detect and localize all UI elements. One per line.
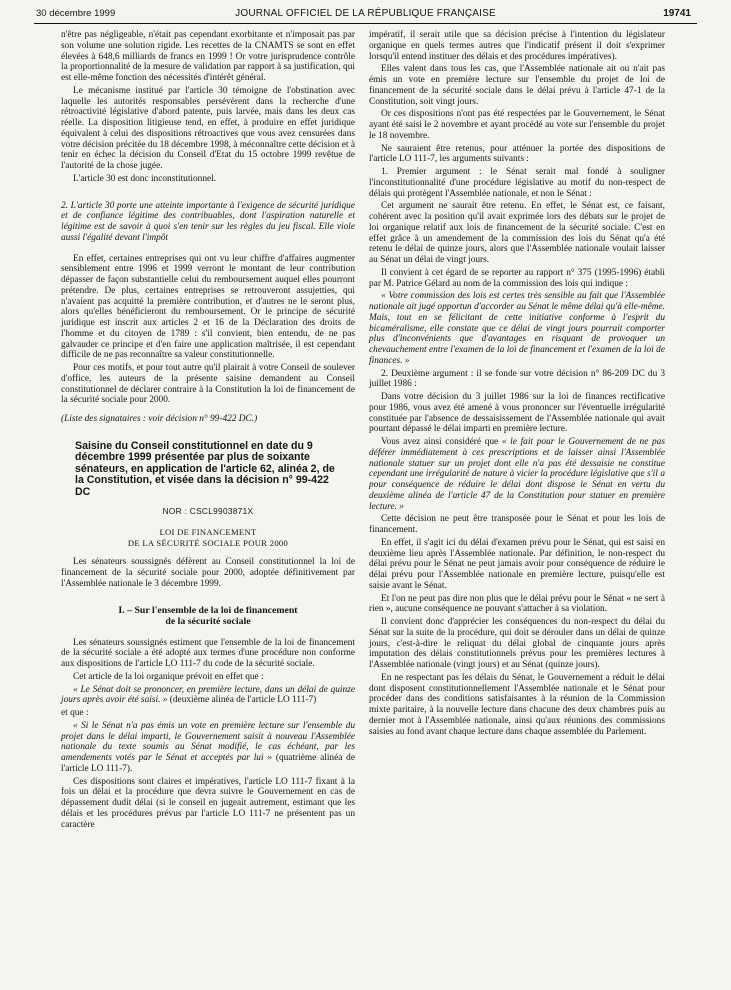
paragraph: Il convient donc d'apprécier les conséquences du non-respect du délai du Sénat sur la suite de la procédure, qui doit se dérouler dans un délai de quinze jours, c'est-à-dire le reliquat du délai global de cinquante jours après imputation des délais constitutionnels prévus pour les premières lectures à l'Assemblée nationale (vingt jours) et au Sénat (quinze jours). xyxy=(369,617,665,670)
paragraph: Les sénateurs soussignés défèrent au Conseil constitutionnel la loi de financement de la sécurité sociale pour 2000, adoptée définitivement par l'Assemblée nationale le 3 décembre 1999. xyxy=(61,557,355,589)
quotation: « Si le Sénat n'a pas émis un vote en première lecture sur l'ensemble du projet dans le délai imparti, le Gouvernement saisit à nouveau l'Assemblée nationale du texte soumis au Sénat modifié, le cas échéant, par les amendements votés par le Sénat et acceptés par lui » xyxy=(61,720,355,764)
quoted-paragraph xyxy=(61,685,355,707)
paragraph-lead: Vous avez ainsi considéré que xyxy=(381,437,499,447)
section-heading-line: de la sécurité sociale xyxy=(165,616,251,628)
paragraph: Dans votre décision du 3 juillet 1986 sur la loi de finances rectificative pour 1986, vous avez été amené à vous prononcer sur l'éventuelle irrégularité constituée par l'absence de dessaisissement de l'Assemblée nationale qui avait pourtant dépassé le délai imparti en première lecture. xyxy=(369,392,665,435)
paragraph: En effet, certaines entreprises qui ont vu leur chiffre d'affaires augmenter sensiblement entre 1996 et 1999 verront le montant de leur contribution dépasser de façon substantielle celui du remboursement auquel elles pourront prétendre. De plus, certaines entreprises se retrouveront assujetties, qui n'avaient pas acquitté la première contribution, et d'autres ne le seront plus, alors qu'elles bénéficieront du remboursement. Or le principe de sécurité juridique est inscrit aux articles 2 et 16 de la Déclaration des droits de l'homme et du citoyen de 1789 : s'il convient, bien entendu, de ne pas galvauder ce principe et d'en faire une application maîtrisée, il est cependant difficile de ne pas reconnaître sa valeur constitutionnelle. xyxy=(61,253,355,361)
paragraph: Ne sauraient être retenus, pour atténuer la portée des dispositions de l'article LO 111-7, les arguments suivants : xyxy=(369,143,665,165)
nor-reference: NOR : CSCL9903871X xyxy=(162,506,254,517)
law-title-line: LOI DE FINANCEMENT xyxy=(159,527,257,537)
paragraph: Pour ces motifs, et pour tout autre qu'il plairait à votre Conseil de soulever d'office, les auteurs de la présente saisine demandent au Conseil constitutionnel de déclarer contraire à la Constitution la loi de financement de la sécurité sociale pour 2000. xyxy=(61,363,355,406)
paragraph: Cet article de la loi organique prévoit en effet que : xyxy=(73,671,264,682)
quoted-paragraph xyxy=(369,437,665,512)
saisine-title: Saisine du Conseil constitutionnel en date du 9 décembre 1999 présentée par plus de soixante sénateurs, en application de l'article 62, alinéa 2, de la Constitution, et visée dans la décision n° 99-422 DC xyxy=(75,439,335,498)
signatories-note: (Liste des signataires : voir décision n° 99-422 DC.) xyxy=(61,414,258,424)
quotation-reference: (deuxième alinéa de l'article LO 111-7) xyxy=(169,695,317,706)
argument-heading: 2. L'article 30 porte une atteinte importante à l'exigence de sécurité juridique et de confiance légitime des contribuables, dont l'aspiration naturelle et légitime est de savoir à quoi s'en tenir sur les règles du jeu fiscal. Elle viole aussi l'égalité devant l'impôt xyxy=(61,200,355,243)
paragraph: n'être pas négligeable, n'était pas cependant exorbitante et n'imposait pas par son volume une solution rigide. Les recettes de la CNAMTS se sont en effet élevées à 648,6 milliards de francs en 1999 ! Or votre jurisprudence contrôle la proportionnalité de la mesure de validation par rapport à sa justification, qui est elle-même fonction des nécessités d'intérêt général. xyxy=(61,30,355,83)
law-title xyxy=(61,527,355,548)
journal-title: JOURNAL OFFICIEL DE LA RÉPUBLIQUE FRANÇAISE xyxy=(235,8,496,19)
paragraph: impératif, il serait utile que sa décision précise à l'intention du législateur organique en quels termes autres que l'indicatif présent il doit s'exprimer lorsqu'il entend instituer des délais et des procédures impératives). xyxy=(369,30,665,62)
section-heading xyxy=(61,605,355,627)
right-column xyxy=(369,30,665,739)
paragraph: En effet, il s'agit ici du délai d'examen prévu pour le Sénat, qui est saisi en deuxième lieu après l'Assemblée nationale. Par définition, le non-respect du délai prévu pour le Sénat ne peut jamais avoir pour conséquence de réduire le délai prévu pour l'Assemblée nationale en première lecture, puisqu'elle est saisie avant le Sénat. xyxy=(369,537,665,591)
law-title-line: DE LA SÉCURITÉ SOCIALE POUR 2000 xyxy=(127,537,289,548)
paragraph: L'article 30 est donc inconstitutionnel. xyxy=(73,173,217,184)
quoted-paragraph xyxy=(61,721,355,775)
paragraph: et que : xyxy=(61,708,89,719)
paragraph: Ces dispositions sont claires et impératives, l'article LO 111-7 fixant à la fois un délai et la procédure que devra suivre le Gouvernement en cas de dépassement dudit délai (si le conseil en jugeait autrement, estimant que les délais et les procédures prévus par l'article LO 111-7 ne présentent pas un caractère xyxy=(61,776,355,830)
quotation: « Votre commission des lois est certes très sensible au fait que l'Assemblée nationale ait jugé opportun d'accorder au Sénat le même délai qu'à elle-même. Mais, tout en se félicitant de cette initiative conforme à l'esprit du bicaméralisme, elle constate que ce délai de vingt jours pourrait comporter plus d'inconvénients que d'avantages en risquant de provoquer un chevauchement entre l'examen de la loi de financement et l'examen de la loi de finances. » xyxy=(369,291,665,366)
paragraph: En ne respectant pas les délais du Sénat, le Gouvernement a réduit le délai dont disposent constitutionnellement l'Assemblée nationale et le Sénat pour procéder dans des conditions satisfaisantes à la réunion de la Commission mixte paritaire, à la nouvelle lecture dans chacune des deux chambres puis au dernier mot à l'Assemblée nationale, ainsi qu'aux réunions des commissions saisies au fond avant chaque lecture dans chaque assemblée du Parlement. xyxy=(369,672,665,737)
header-rule xyxy=(34,23,697,24)
paragraph: Et l'on ne peut pas dire non plus que le délai prévu pour le Sénat « ne sert à rien », aucune conséquence ne pouvant s'attacher à sa violation. xyxy=(369,593,665,615)
left-column xyxy=(61,30,355,832)
paragraph: Elles valent dans tous les cas, que l'Assemblée nationale ait ou n'ait pas émis un vote en première lecture sur l'ensemble du projet de loi de financement de la sécurité sociale dans le délai prévu à l'article 47-1 de la Constitution, soit vingt jours. xyxy=(369,64,665,107)
paragraph: Les sénateurs soussignés estiment que l'ensemble de la loi de financement de la sécurité sociale a été adopté aux termes d'une procédure non conforme aux dispositions de l'article LO 111-7 du code de la sécurité sociale. xyxy=(61,637,355,670)
paragraph: Cette décision ne peut être transposée pour le Sénat et pour les lois de financement. xyxy=(369,514,665,535)
quotation-reference: (quatrième alinéa de l'article LO 111-7). xyxy=(61,753,355,774)
page-number: 19741 xyxy=(663,8,691,19)
paragraph: 1. Premier argument : le Sénat serait mal fondé à souligner l'inconstitutionnalité d'une procédure législative au motif du non-respect de délais qui protègent l'Assemblée nationale, et non le Sénat : xyxy=(369,167,665,199)
paragraph: 2. Deuxième argument : il se fonde sur votre décision n° 86-209 DC du 3 juillet 1986 : xyxy=(369,368,665,390)
header-date: 30 décembre 1999 xyxy=(36,8,116,19)
paragraph: Il convient à cet égard de se reporter au rapport n° 375 (1995-1996) établi par M. Patrice Gélard au nom de la commission des lois qui indique : xyxy=(369,267,665,289)
section-heading-line: I. – Sur l'ensemble de la loi de financement xyxy=(118,605,298,617)
paragraph: Or ces dispositions n'ont pas été respectées par le Gouvernement, le Sénat ayant été saisi le 2 novembre et ayant procédé au vote sur l'ensemble du projet le 18 novembre. xyxy=(369,109,665,141)
quotation: « Le Sénat doit se prononcer, en première lecture, dans un délai de quinze jours après avoir été saisi. » xyxy=(61,684,355,706)
paragraph: Cet argument ne saurait être retenu. En effet, le Sénat est, ce faisant, cohérent avec la position qu'il avait exprimée lors des débats sur le projet de loi organique relatif aux lois de financement de la sécurité sociale. C'est en effet grâce à un amendement de la commission des lois du Sénat qu'a été retenu le délai de quinze jours, alors que l'Assemblée nationale voulait laisser au Sénat un délai de vingt jours. xyxy=(369,201,665,265)
quotation: « le fait pour le Gouvernement de ne pas déférer immédiatement à ces prescriptions et de laisser ainsi l'Assemblée nationale statuer sur un projet dont elle n'a pas été dessaisie ne constitue cependant une irrégularité de nature à vicier la procédure législative que s'il a pour conséquence de réduire le délai dont dispose le Sénat en vertu du deuxième alinéa de l'article 47 de la Constitution pour statuer en première lecture. » xyxy=(369,437,665,512)
page-header xyxy=(0,0,731,24)
paragraph: Le mécanisme institué par l'article 30 témoigne de l'obstination avec laquelle les autorités responsables persévèrent dans la recherche d'une rétroactivité législative d'abord patente, puis larvée, mais dans les deux cas réelle. La disposition litigieuse tend, en effet, à produire en effet juridique équivalent à celui des dispositions rétroactives que vous avez censurées dans votre décision précitée du 18 décembre 1998, à méconnaître cette décision et à tenir en échec la décision du Conseil d'Etat du 15 octobre 1999 revêtue de l'autorité de la chose jugée. xyxy=(61,85,355,171)
